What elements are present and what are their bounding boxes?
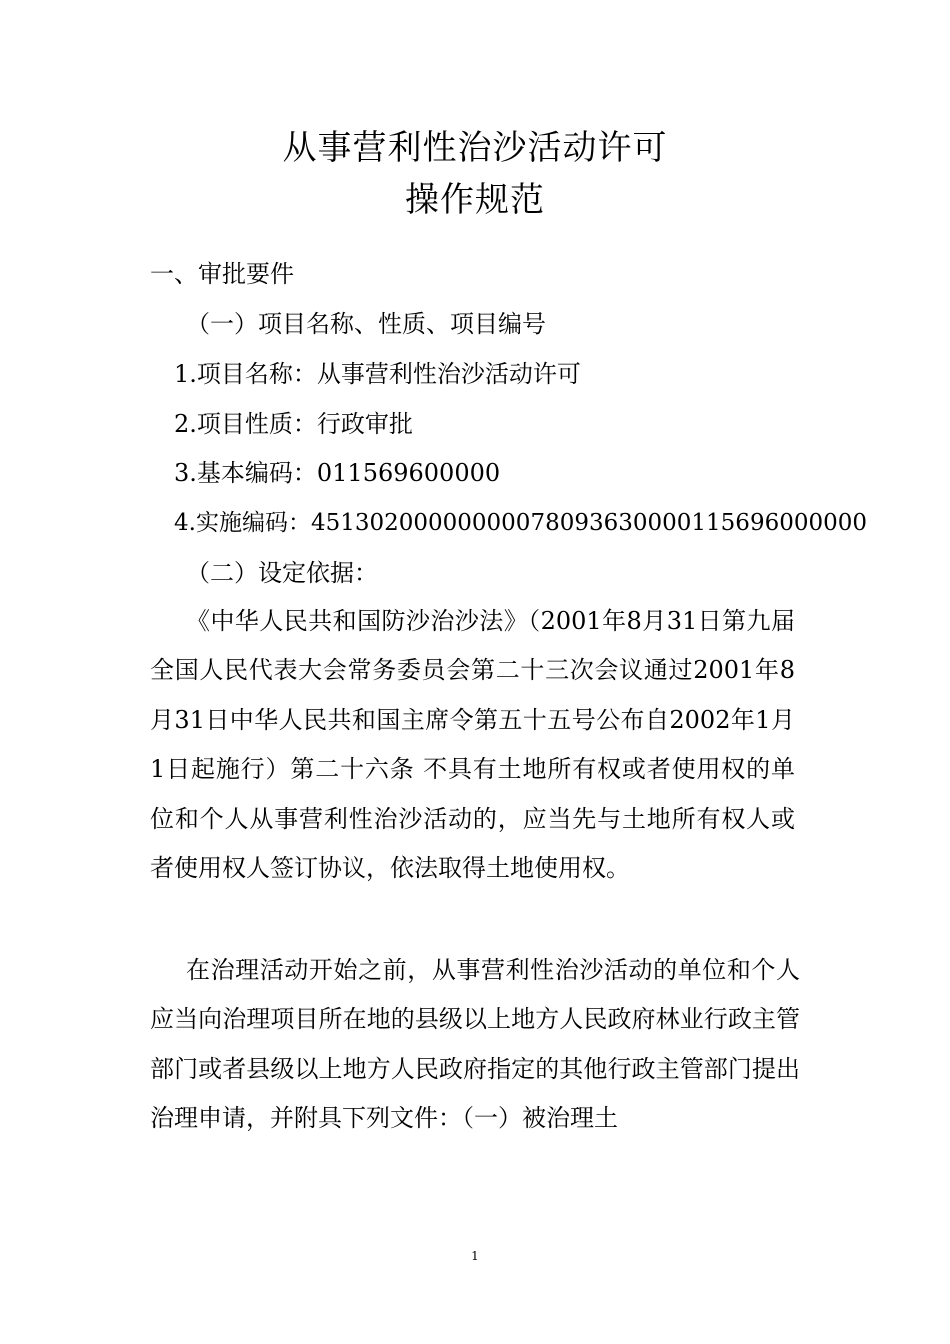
paragraph-application-requirements: 在治理活动开始之前，从事营利性治沙活动的单位和个人应当向治理项目所在地的县级以上地方人民政府林业行政主管部门或者县级以上地方人民政府指定的其他行政主管部门提出治理申请，并附具下列文件：（一）被治理土 xyxy=(150,956,800,1133)
document-title-line2: 操作规范 xyxy=(405,180,545,220)
section-heading-approval-requirements: 一、审批要件 xyxy=(150,260,294,288)
paragraph-legal-basis: 《中华人民共和国防沙治沙法》（2001年8月31日第九届全国人民代表大会常务委员会第二十三次会议通过2001年8月31日中华人民共和国主席令第五十五号公布自2002年1月1日起施行）第二十六条 不具有土地所有权或者使用权的单位和个人从事营利性治沙活动的，应当先与土地所有权人或者使用权人签订协议，依法取得土地使用权。 xyxy=(150,607,795,883)
subsection-heading-project-info: （一）项目名称、性质、项目编号 xyxy=(186,310,546,338)
item-implementation-code: 4.实施编码：45130200000000078093630000115696000000 xyxy=(174,510,868,536)
item-project-name: 1.项目名称：从事营利性治沙活动许可 xyxy=(174,360,581,388)
page-number: 1 xyxy=(471,1249,479,1263)
document-title-line1: 从事营利性治沙活动许可 xyxy=(282,128,668,168)
item-project-nature: 2.项目性质：行政审批 xyxy=(174,410,413,438)
subsection-heading-legal-basis: （二）设定依据： xyxy=(186,559,378,587)
item-basic-code: 3.基本编码：011569600000 xyxy=(174,459,501,487)
